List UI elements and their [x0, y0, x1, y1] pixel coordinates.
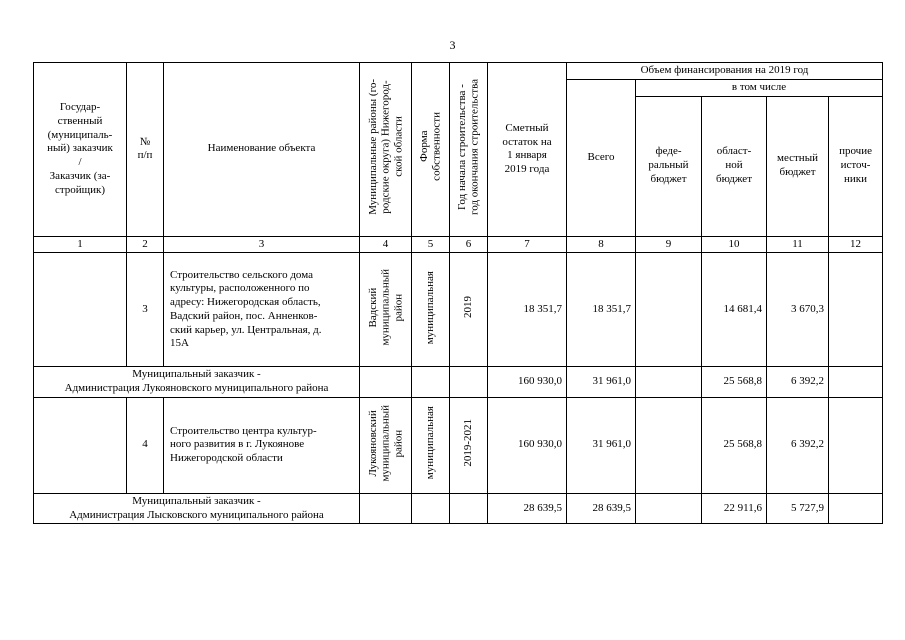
- estimate-cell: 28 639,5: [488, 493, 567, 524]
- column-number: 3: [164, 236, 360, 253]
- years-cell: [450, 367, 488, 398]
- total-cell: 31 961,0: [567, 397, 636, 493]
- object-name: Строительство сельского дома культуры, расположенного по адресу: Нижегородская область, Вадский район, пос. Анненков- ский карьер, ул. Центральная, д. 15А: [164, 253, 360, 367]
- years-cell: [450, 493, 488, 524]
- ownership-cell: муниципальная: [412, 397, 450, 493]
- federal-cell: [636, 493, 702, 524]
- column-number: 7: [488, 236, 567, 253]
- estimate-cell: 160 930,0: [488, 397, 567, 493]
- column-number: 1: [34, 236, 127, 253]
- federal-cell: [636, 253, 702, 367]
- federal-cell: [636, 367, 702, 398]
- summary-row: [34, 493, 883, 524]
- header-num: № п/п: [127, 63, 164, 237]
- table-row: [34, 253, 883, 367]
- local-cell: 6 392,2: [767, 367, 829, 398]
- other-cell: [829, 367, 883, 398]
- row-number: 4: [127, 397, 164, 493]
- regional-cell: 22 911,6: [702, 493, 767, 524]
- other-cell: [829, 253, 883, 367]
- column-number: 12: [829, 236, 883, 253]
- header-object-name: Наименование объекта: [164, 63, 360, 237]
- column-number: 8: [567, 236, 636, 253]
- total-cell: 18 351,7: [567, 253, 636, 367]
- local-cell: 3 670,3: [767, 253, 829, 367]
- column-number: 11: [767, 236, 829, 253]
- ownership-cell: муниципальная: [412, 253, 450, 367]
- header-including: в том числе: [636, 79, 883, 96]
- header-federal: феде- ральный бюджет: [636, 96, 702, 236]
- funding-table: [33, 62, 883, 524]
- municipality-cell: Лукояновский муниципальный район: [360, 397, 412, 493]
- column-number: 5: [412, 236, 450, 253]
- header-other: прочие источ- ники: [829, 96, 883, 236]
- header-funding: Объем финансирования на 2019 год: [567, 63, 883, 80]
- header-municipality: Муниципальные районы (го- родские округа) Нижегород- ской области: [360, 63, 412, 237]
- customer-cell: [34, 397, 127, 493]
- municipality-cell: Вадский муниципальный район: [360, 253, 412, 367]
- table-row: [34, 397, 883, 493]
- customer-cell: [34, 253, 127, 367]
- column-number: 4: [360, 236, 412, 253]
- ownership-cell: [412, 493, 450, 524]
- estimate-cell: 160 930,0: [488, 367, 567, 398]
- federal-cell: [636, 397, 702, 493]
- local-cell: 5 727,9: [767, 493, 829, 524]
- column-number: 10: [702, 236, 767, 253]
- header-regional: област- ной бюджет: [702, 96, 767, 236]
- object-name: Строительство центра культур- ного развития в г. Лукоянове Нижегородской области: [164, 397, 360, 493]
- customer-summary-label: Муниципальный заказчик - Администрация Лысковского муниципального района: [34, 493, 360, 524]
- years-cell: 2019: [450, 253, 488, 367]
- row-number: 3: [127, 253, 164, 367]
- municipality-cell: [360, 367, 412, 398]
- total-cell: 31 961,0: [567, 367, 636, 398]
- header-local: местный бюджет: [767, 96, 829, 236]
- local-cell: 6 392,2: [767, 397, 829, 493]
- municipality-cell: [360, 493, 412, 524]
- customer-summary-label: Муниципальный заказчик - Администрация Лукояновского муниципального района: [34, 367, 360, 398]
- header-total: Всего: [567, 79, 636, 236]
- column-number: 2: [127, 236, 164, 253]
- header-years: Год начала строительства - год окончания строительства: [450, 63, 488, 237]
- summary-row: [34, 367, 883, 398]
- header-customer: Государ- ственный (муниципаль- ный) заказчик / Заказчик (за- стройщик): [34, 63, 127, 237]
- estimate-cell: 18 351,7: [488, 253, 567, 367]
- ownership-cell: [412, 367, 450, 398]
- column-number-row: [34, 236, 883, 253]
- column-number: 6: [450, 236, 488, 253]
- other-cell: [829, 397, 883, 493]
- header-ownership: Форма собственности: [412, 63, 450, 237]
- total-cell: 28 639,5: [567, 493, 636, 524]
- other-cell: [829, 493, 883, 524]
- regional-cell: 25 568,8: [702, 367, 767, 398]
- years-cell: 2019-2021: [450, 397, 488, 493]
- regional-cell: 25 568,8: [702, 397, 767, 493]
- column-number: 9: [636, 236, 702, 253]
- regional-cell: 14 681,4: [702, 253, 767, 367]
- page-number: 3: [449, 38, 456, 52]
- header-estimate: Сметный остаток на 1 января 2019 года: [488, 63, 567, 237]
